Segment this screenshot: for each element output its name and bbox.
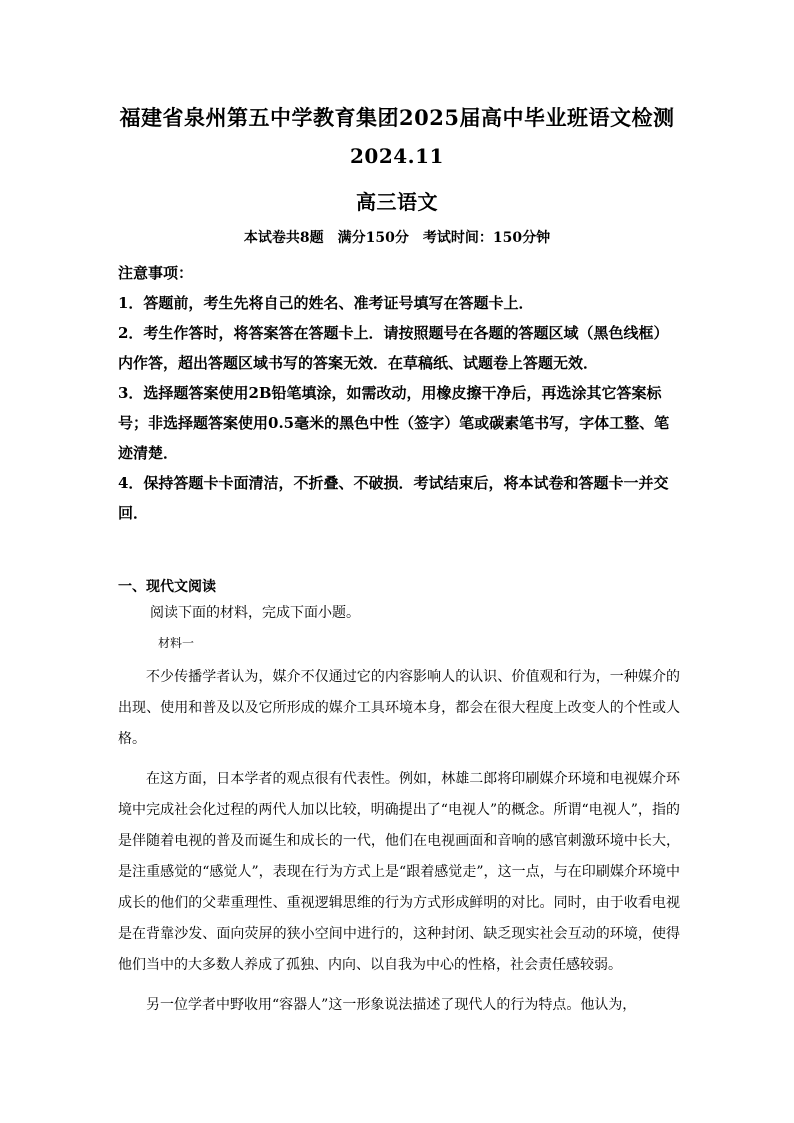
note-item-3: 3．选择题答案使用2B铅笔填涂，如需改动，用橡皮擦干净后，再选涂其它答案标号；非选择题答案使用0.5毫米的黑色中性（签字）笔或碳素笔书写，字体工整、笔迹清楚． <box>118 384 670 462</box>
passage-paragraph: 另一位学者中野收用“容器人”这一形象说法描述了现代人的行为特点。他认为， <box>146 997 637 1013</box>
section-instruction: 阅读下面的材料，完成下面小题。 <box>150 605 360 621</box>
exam-info: 本试卷共8题 满分150分 考试时间：150分钟 <box>243 230 551 246</box>
note-item-2: 2．考生作答时，将答案答在答题卡上．请按照题号在各题的答题区域（黑色线框）内作答，超出答题区域书写的答案无效．在草稿纸、试题卷上答题无效． <box>118 324 669 372</box>
exam-subject: 高三语文 <box>356 190 438 214</box>
exam-date: 2024.11 <box>350 144 444 168</box>
note-item-4: 4．保持答题卡卡面清洁，不折叠、不破损．考试结束后，将本试卷和答题卡一并交回． <box>118 474 669 522</box>
passage-paragraph: 不少传播学者认为，媒介不仅通过它的内容影响人的认识、价值观和行为，一种媒介的出现、使用和普及以及它所形成的媒介工具环境本身，都会在很大程度上改变人的个性或人格。 <box>118 669 680 747</box>
notes-block <box>118 258 678 528</box>
section-heading: 一、现代文阅读 <box>118 579 216 595</box>
passage-paragraph: 在这方面，日本学者的观点很有代表性。例如，林雄二郎将印刷媒介环境和电视媒介环境中完成社会化过程的两代人加以比较，明确提出了“电视人”的概念。所谓“电视人”，指的是伴随着电视的普及而诞生和成长的一代，他们在电视画面和音响的感官刺激环境中长大，是注重感觉的“感觉人”，表现在行为方式上是“跟着感觉走”，这一点，与在印刷媒介环境中成长的他们的父辈重理性、重视逻辑思维的行为方式形成鲜明的对比。同时，由于收看电视是在背靠沙发、面向荧屏的狭小空间中进行的，这种封闭、缺乏现实社会互动的环境，使得他们当中的大多数人养成了孤独、内向、以自我为中心的性格，社会责任感较弱。 <box>118 771 680 973</box>
reading-passage <box>118 662 680 1030</box>
exam-title: 福建省泉州第五中学教育集团2025届高中毕业班语文检测 <box>119 105 675 130</box>
material-label: 材料一 <box>158 636 195 650</box>
note-item-1: 1．答题前，考生先将自己的姓名、准考证号填写在答题卡上． <box>118 294 534 312</box>
notes-heading: 注意事项： <box>118 264 194 282</box>
